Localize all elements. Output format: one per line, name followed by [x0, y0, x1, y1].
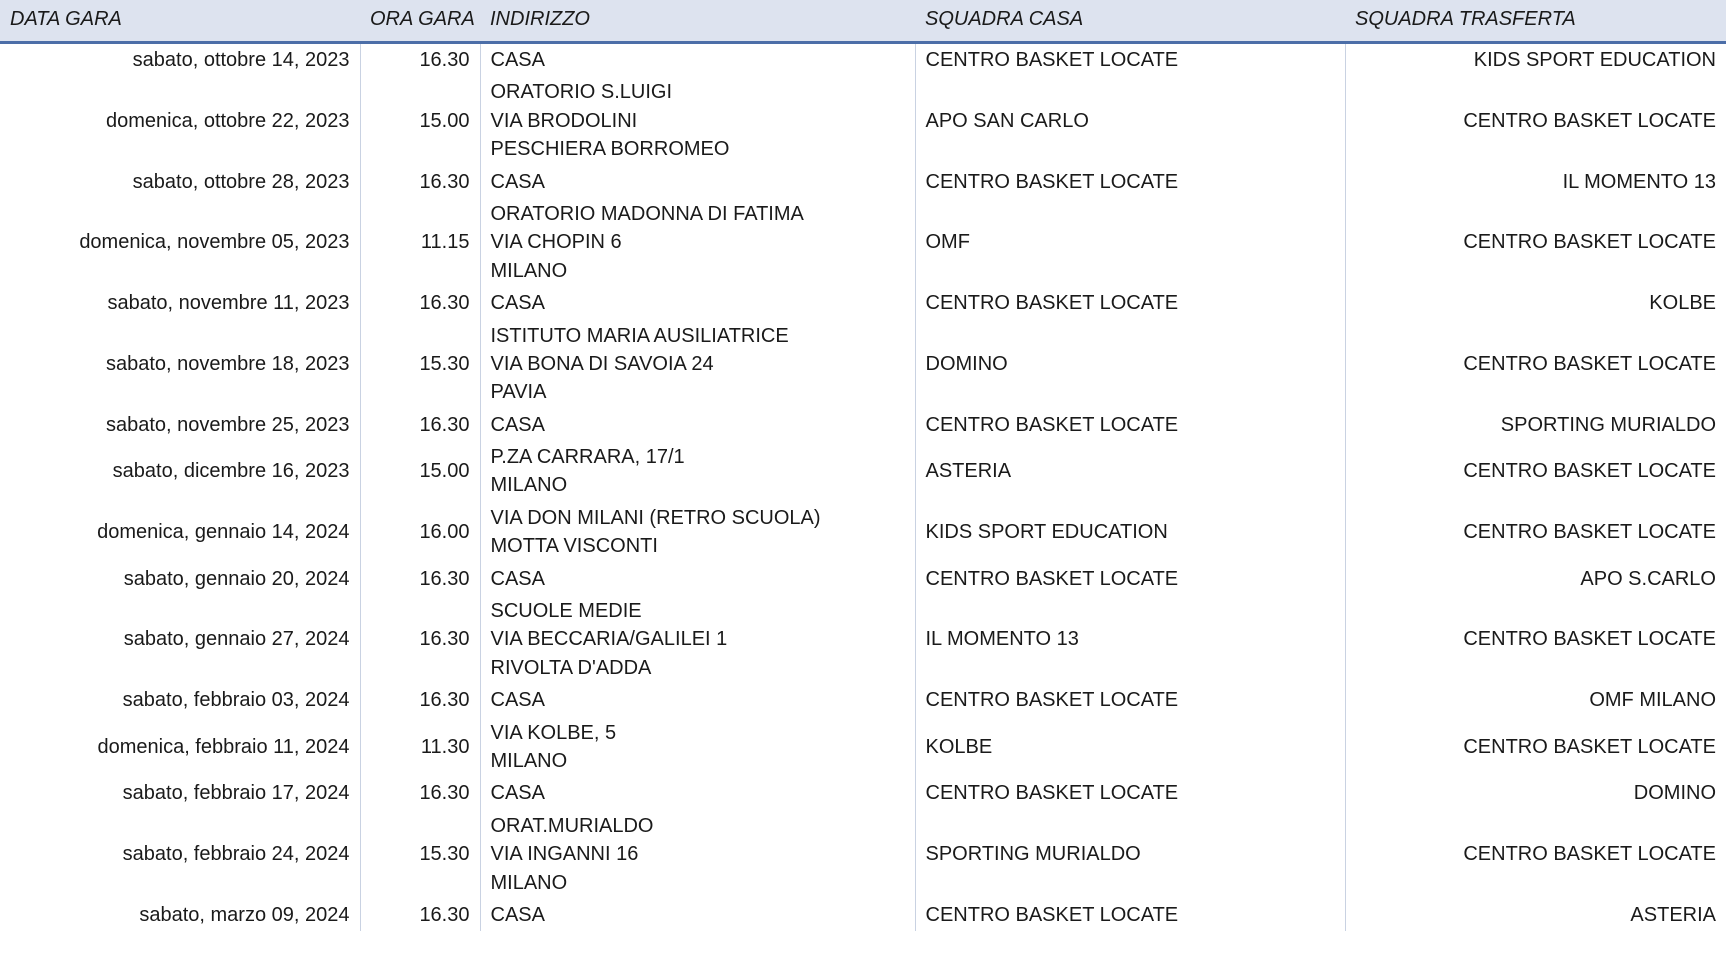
header-row — [0, 0, 1726, 43]
cell-time: 16.30 — [360, 777, 480, 809]
cell-time: 11.30 — [360, 717, 480, 778]
cell-home-team: APO SAN CARLO — [915, 76, 1345, 165]
address-lines — [491, 168, 905, 196]
table-row — [0, 441, 1726, 502]
cell-address — [480, 43, 915, 77]
cell-address — [480, 684, 915, 716]
cell-date: domenica, novembre 05, 2023 — [0, 198, 360, 287]
table-row — [0, 810, 1726, 899]
cell-time: 16.30 — [360, 563, 480, 595]
cell-address — [480, 717, 915, 778]
address-line: VIA BECCARIA/GALILEI 1 — [490, 628, 728, 651]
address-line: VIA BONA DI SAVOIA 24 — [490, 352, 714, 375]
cell-away-team: DOMINO — [1633, 782, 1716, 805]
cell-time: 11.15 — [360, 198, 480, 287]
cell-date: sabato, novembre 25, 2023 — [0, 409, 360, 441]
address-line: VIA BRODOLINI — [490, 109, 638, 132]
address-line: CASA — [490, 903, 545, 926]
cell-time: 15.30 — [360, 320, 480, 409]
table-row — [0, 899, 1726, 931]
cell-date: domenica, febbraio 11, 2024 — [0, 717, 360, 778]
address-line: CASA — [490, 49, 545, 71]
cell-home-team: CENTRO BASKET LOCATE — [915, 287, 1345, 319]
table-row — [0, 777, 1726, 809]
cell-date: sabato, febbraio 24, 2024 — [0, 810, 360, 899]
cell-date: sabato, gennaio 27, 2024 — [0, 595, 360, 684]
cell-home-team: CENTRO BASKET LOCATE — [915, 899, 1345, 931]
address-lines — [491, 565, 905, 593]
cell-away-team: CENTRO BASKET LOCATE — [1463, 628, 1716, 651]
cell-home-team: KOLBE — [915, 717, 1345, 778]
address-line: ISTITUTO MARIA AUSILIATRICE — [490, 324, 789, 347]
column-header-away-team: SQUADRA TRASFERTA — [1345, 0, 1726, 43]
column-header-home-team: SQUADRA CASA — [915, 0, 1345, 43]
address-line: VIA CHOPIN 6 — [490, 231, 622, 254]
column-header-time: ORA GARA — [360, 0, 480, 43]
address-line: ORATORIO S.LUIGI — [490, 81, 673, 104]
table-row — [0, 287, 1726, 319]
table-header — [0, 0, 1726, 43]
address-lines — [491, 901, 905, 929]
table-row — [0, 166, 1726, 198]
column-header-address: INDIRIZZO — [480, 0, 915, 43]
address-lines — [491, 719, 905, 776]
address-line: CASA — [490, 782, 545, 805]
cell-address — [480, 899, 915, 931]
address-line: MILANO — [490, 474, 568, 497]
cell-date: sabato, gennaio 20, 2024 — [0, 563, 360, 595]
address-line: PESCHIERA BORROMEO — [490, 138, 730, 161]
cell-time: 16.30 — [360, 287, 480, 319]
cell-away-team: APO S.CARLO — [1580, 567, 1716, 590]
cell-address — [480, 76, 915, 165]
cell-away-team: CENTRO BASKET LOCATE — [1463, 109, 1716, 132]
address-line: MILANO — [490, 871, 568, 894]
table-row — [0, 76, 1726, 165]
cell-date: sabato, dicembre 16, 2023 — [0, 441, 360, 502]
cell-date: sabato, ottobre 14, 2023 — [0, 43, 360, 77]
table-row — [0, 717, 1726, 778]
cell-date: sabato, febbraio 03, 2024 — [0, 684, 360, 716]
address-lines — [491, 686, 905, 714]
address-lines — [491, 78, 905, 163]
cell-away-team: SPORTING MURIALDO — [1500, 413, 1716, 436]
cell-home-team: CENTRO BASKET LOCATE — [915, 563, 1345, 595]
address-line: CASA — [490, 689, 545, 712]
cell-address — [480, 409, 915, 441]
cell-away-team: CENTRO BASKET LOCATE — [1463, 521, 1716, 544]
cell-time: 16.30 — [360, 166, 480, 198]
cell-address — [480, 166, 915, 198]
cell-home-team: KIDS SPORT EDUCATION — [915, 502, 1345, 563]
address-line: ORATORIO MADONNA DI FATIMA — [490, 202, 804, 225]
cell-home-team: CENTRO BASKET LOCATE — [915, 777, 1345, 809]
address-line: CASA — [490, 567, 545, 590]
cell-date: domenica, ottobre 22, 2023 — [0, 76, 360, 165]
cell-away-team: CENTRO BASKET LOCATE — [1463, 460, 1716, 483]
cell-time: 16.30 — [360, 899, 480, 931]
address-lines — [491, 46, 905, 74]
address-line: MOTTA VISCONTI — [490, 535, 658, 558]
address-line: VIA DON MILANI (RETRO SCUOLA) — [490, 506, 821, 529]
cell-time: 15.00 — [360, 441, 480, 502]
cell-date: sabato, marzo 09, 2024 — [0, 899, 360, 931]
cell-away-team: KOLBE — [1649, 292, 1716, 315]
cell-address — [480, 777, 915, 809]
address-line: CASA — [490, 292, 545, 315]
cell-date: sabato, novembre 18, 2023 — [0, 320, 360, 409]
address-lines — [491, 200, 905, 285]
address-lines — [491, 322, 905, 407]
cell-time: 16.30 — [360, 43, 480, 77]
cell-date: sabato, novembre 11, 2023 — [0, 287, 360, 319]
table-row — [0, 198, 1726, 287]
cell-time: 16.00 — [360, 502, 480, 563]
cell-time: 16.30 — [360, 409, 480, 441]
cell-away-team: IL MOMENTO 13 — [1562, 170, 1716, 193]
address-line: MILANO — [490, 749, 568, 772]
cell-time: 15.30 — [360, 810, 480, 899]
cell-address — [480, 563, 915, 595]
address-lines — [491, 289, 905, 317]
address-line: ORAT.MURIALDO — [490, 814, 654, 837]
cell-away-team: ASTERIA — [1630, 903, 1716, 926]
cell-away-team: CENTRO BASKET LOCATE — [1463, 843, 1716, 866]
address-lines — [491, 411, 905, 439]
cell-date: domenica, gennaio 14, 2024 — [0, 502, 360, 563]
address-line: PAVIA — [490, 381, 547, 404]
address-lines — [491, 812, 905, 897]
cell-date: sabato, ottobre 28, 2023 — [0, 166, 360, 198]
address-line: CASA — [490, 170, 545, 193]
address-line: CASA — [490, 413, 545, 436]
table-row — [0, 502, 1726, 563]
cell-away-team: OMF MILANO — [1589, 689, 1716, 712]
table-row — [0, 684, 1726, 716]
cell-home-team: CENTRO BASKET LOCATE — [915, 684, 1345, 716]
table-row — [0, 320, 1726, 409]
cell-time: 15.00 — [360, 76, 480, 165]
address-line: MILANO — [490, 259, 568, 282]
cell-home-team: OMF — [915, 198, 1345, 287]
cell-away-team: CENTRO BASKET LOCATE — [1463, 352, 1716, 375]
cell-time: 16.30 — [360, 684, 480, 716]
address-lines — [491, 504, 905, 561]
cell-home-team: SPORTING MURIALDO — [915, 810, 1345, 899]
table-row — [0, 43, 1726, 77]
cell-away-team: KIDS SPORT EDUCATION — [1473, 49, 1716, 71]
cell-address — [480, 595, 915, 684]
cell-away-team: CENTRO BASKET LOCATE — [1463, 735, 1716, 758]
table-row — [0, 409, 1726, 441]
cell-home-team: DOMINO — [915, 320, 1345, 409]
cell-away-team: CENTRO BASKET LOCATE — [1463, 231, 1716, 254]
address-line: VIA KOLBE, 5 — [490, 721, 617, 744]
table-body — [0, 43, 1726, 932]
address-lines — [491, 597, 905, 682]
table-row — [0, 563, 1726, 595]
cell-address — [480, 198, 915, 287]
cell-date: sabato, febbraio 17, 2024 — [0, 777, 360, 809]
column-header-date: DATA GARA — [0, 0, 360, 43]
address-line: P.ZA CARRARA, 17/1 — [490, 446, 685, 469]
address-lines — [491, 779, 905, 807]
cell-address — [480, 287, 915, 319]
cell-home-team: CENTRO BASKET LOCATE — [915, 409, 1345, 441]
cell-home-team: CENTRO BASKET LOCATE — [915, 166, 1345, 198]
address-line: VIA INGANNI 16 — [490, 843, 639, 866]
table-row — [0, 595, 1726, 684]
cell-time: 16.30 — [360, 595, 480, 684]
cell-address — [480, 441, 915, 502]
address-lines — [491, 443, 905, 500]
cell-address — [480, 502, 915, 563]
cell-home-team: CENTRO BASKET LOCATE — [915, 43, 1345, 77]
cell-home-team: IL MOMENTO 13 — [915, 595, 1345, 684]
cell-address — [480, 810, 915, 899]
cell-address — [480, 320, 915, 409]
address-line: RIVOLTA D'ADDA — [490, 656, 652, 679]
address-line: SCUOLE MEDIE — [490, 600, 642, 623]
cell-home-team: ASTERIA — [915, 441, 1345, 502]
